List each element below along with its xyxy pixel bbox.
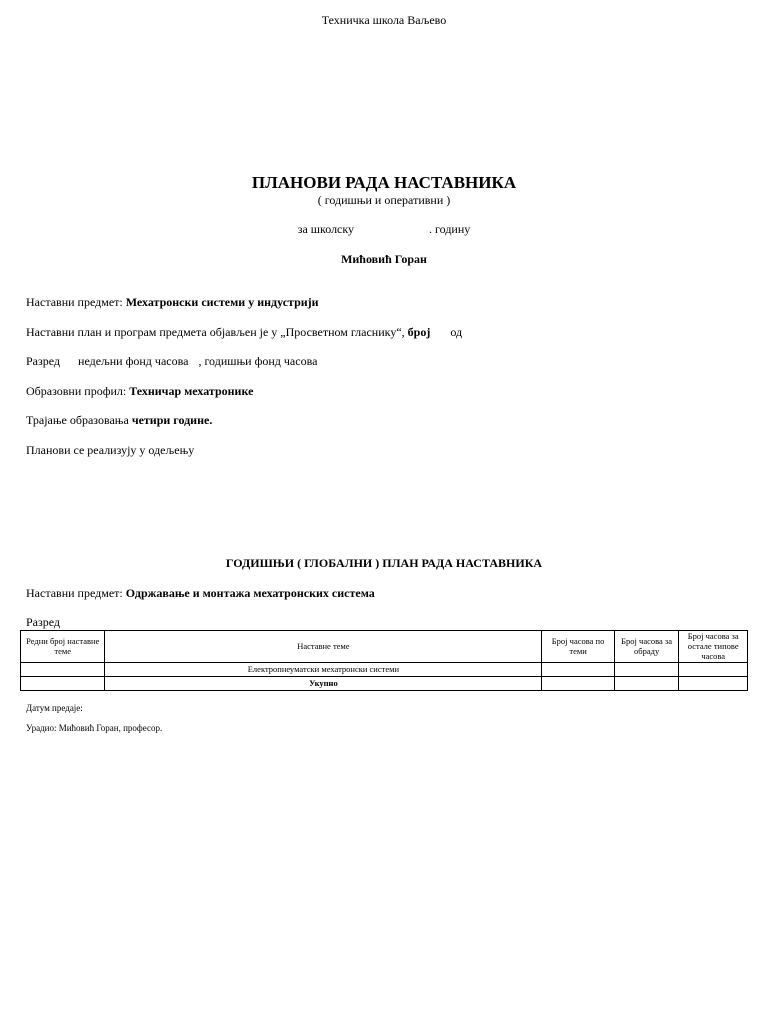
profile-label: Образовни профил: (26, 384, 127, 398)
page-subtitle: ( годишњи и оперативни ) (317, 193, 451, 207)
table-cell (679, 663, 748, 677)
table-row (21, 663, 748, 677)
author-name: Мићовић Горан (341, 252, 427, 266)
global-plan-title: ГОДИШЊИ ( ГЛОБАЛНИ ) ПЛАН РАДА НАСТАВНИКА (225, 556, 543, 570)
school-name: Техничка школа Ваљево (321, 13, 447, 27)
global-subject-label: Наставни предмет: (26, 586, 123, 600)
department-line: Планови се реализују у одељењу (26, 443, 195, 457)
page-title: ПЛАНОВИ РАДА НАСТАВНИКА (251, 173, 517, 192)
class-line (26, 354, 317, 369)
duration-value: четири године. (131, 413, 213, 427)
table-header-row (21, 631, 748, 663)
duration-line (26, 413, 212, 428)
profile-value: Техничар мехатронике (129, 384, 254, 398)
table-cell (542, 677, 614, 691)
author-signature-line: Урадио: Мићовић Горан, професор. (26, 723, 163, 733)
col-header-hours-per-topic: Број часова по теми (542, 631, 614, 663)
global-subject-value: Одржавање и монтажа мехатронских система (125, 586, 375, 600)
table-cell (21, 663, 105, 677)
global-subject-line (26, 586, 375, 601)
duration-label: Трајање образовања (26, 413, 129, 427)
table-cell (542, 663, 614, 677)
class-label: Разред (26, 354, 61, 368)
weekly-label: недељни фонд часова (78, 354, 189, 368)
submission-date-label: Датум предаје: (26, 703, 83, 713)
subject-value: Мехатронски системи у индустрији (125, 295, 319, 309)
global-plan-table (20, 630, 748, 691)
profile-line (26, 384, 253, 399)
subject-line (26, 295, 319, 310)
col-header-number: Редни број наставне теме (21, 631, 105, 663)
annual-label: , годишњи фонд часова (198, 354, 318, 368)
table-cell (679, 677, 748, 691)
col-header-hours-other: Број часова за остале типове часова (679, 631, 748, 663)
school-year-line (0, 222, 768, 237)
subject-label: Наставни предмет: (26, 295, 123, 309)
table-cell: Електропнеуматски мехатронски системи (105, 663, 542, 677)
year-suffix: . годину (429, 222, 471, 236)
program-line (26, 325, 462, 340)
global-class-label: Разред (26, 615, 61, 629)
program-text: Наставни план и програм предмета објављен је у „Просветном гласнику“, (26, 325, 405, 339)
program-number-label: број (407, 325, 431, 339)
program-from: од (450, 325, 463, 339)
col-header-hours-processing: Број часова за обраду (614, 631, 679, 663)
total-label: Укупно (105, 677, 542, 691)
year-prefix: за школску (297, 222, 355, 236)
table-cell (21, 677, 105, 691)
table-cell (614, 663, 679, 677)
table-total-row (21, 677, 748, 691)
col-header-topics: Наставне теме (105, 631, 542, 663)
table-cell (614, 677, 679, 691)
